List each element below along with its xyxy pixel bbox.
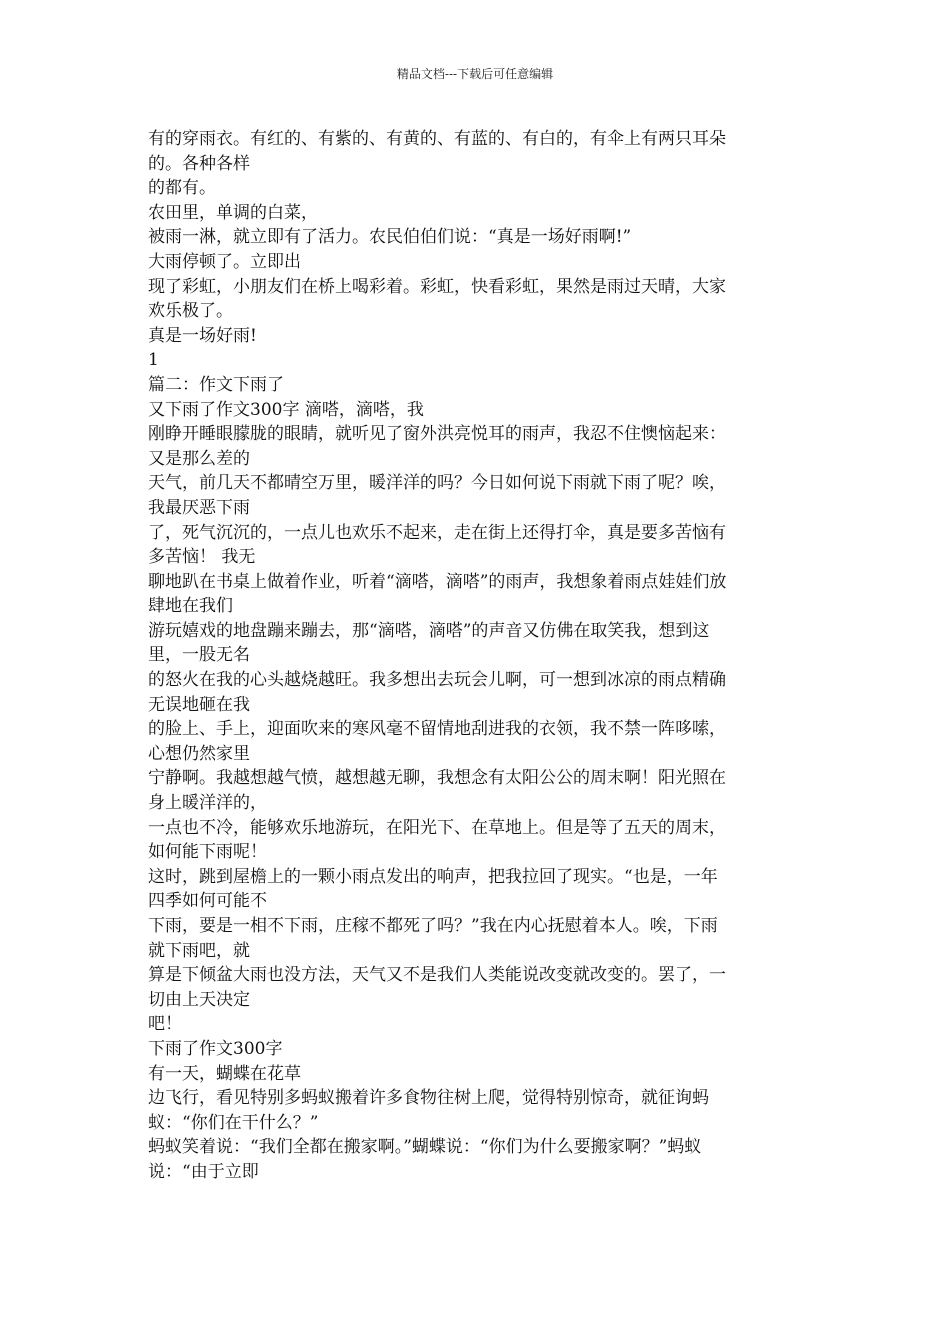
page-header: 精品文档---下载后可任意编辑 (396, 67, 554, 81)
text-line: 多苦恼！ 我无 (148, 547, 256, 568)
text-line: 心想仍然家里 (148, 743, 250, 764)
text-line: 切由上天决定 (148, 989, 250, 1010)
text-line: 这时，跳到屋檐上的一颗小雨点发出的响声，把我拉回了现实。“也是，一年 (148, 866, 718, 887)
text-line: 的都有。 (148, 178, 216, 199)
text-line: 天气，前几天不都晴空万里，暖洋洋的吗？今日如何说下雨就下雨了呢？唉， (148, 473, 726, 494)
text-line: 有一天，蝴蝶在花草 (148, 1063, 301, 1084)
text-line: 蚂蚁笑着说：“我们全都在搬家啊。”蝴蝶说：“你们为什么要搬家啊？”蚂蚁 (148, 1137, 702, 1158)
text-line: 又是那么差的 (148, 448, 250, 469)
text-line: 肆地在我们 (148, 596, 233, 617)
text-line: 就下雨吧，就 (148, 940, 250, 961)
text-line: 宁静啊。我越想越气愤，越想越无聊，我想念有太阳公公的周末啊！阳光照在 (148, 768, 726, 789)
text-line: 了，死气沉沉的，一点儿也欢乐不起来，走在街上还得打伞，真是要多苦恼有 (148, 522, 726, 543)
text-line: 篇二：作文下雨了 (148, 374, 284, 395)
text-line: 被雨一淋，就立即有了活力。农民伯伯们说：“真是一场好雨啊!” (148, 227, 632, 248)
text-line: 无误地砸在我 (148, 694, 250, 715)
text-line: 的怒火在我的心头越烧越旺。我多想出去玩会儿啊，可一想到冰凉的雨点精确 (148, 670, 726, 691)
text-line: 聊地趴在书桌上做着作业，听着“滴嗒，滴嗒”的雨声，我想象着雨点娃娃们放 (148, 571, 727, 592)
text-line: 欢乐极了。 (148, 301, 233, 322)
text-line: 下雨了作文300字 (148, 1038, 283, 1059)
text-line: 1 (148, 350, 159, 371)
text-line: 大雨停顿了。立即出 (148, 251, 301, 272)
text-line: 真是一场好雨! (148, 325, 257, 346)
text-line: 如何能下雨呢！ (148, 842, 267, 863)
document-body (148, 127, 803, 1185)
text-line: 的。各种各样 (148, 153, 250, 174)
text-line: 又下雨了作文300字 滴嗒，滴嗒，我 (148, 399, 424, 420)
text-line: 里，一股无名 (148, 645, 250, 666)
text-line: 的脸上、手上，迎面吹来的寒风毫不留情地刮进我的衣领，我不禁一阵哆嗦， (148, 719, 726, 740)
text-line: 刚睁开睡眼朦胧的眼睛，就听见了窗外洪亮悦耳的雨声，我忍不住懊恼起来： (148, 424, 726, 445)
text-line: 边飞行，看见特别多蚂蚁搬着许多食物往树上爬，觉得特别惊奇，就征询蚂 (148, 1088, 709, 1109)
text-line: 算是下倾盆大雨也没方法，天气又不是我们人类能说改变就改变的。罢了，一 (148, 965, 726, 986)
text-line: 吧！ (148, 1014, 182, 1035)
text-line: 蚁：“你们在干什么？” (148, 1112, 319, 1133)
text-line: 一点也不冷，能够欢乐地游玩，在阳光下、在草地上。但是等了五天的周末， (148, 817, 726, 838)
text-line: 说：“由于立即 (148, 1161, 259, 1182)
text-line: 现了彩虹，小朋友们在桥上喝彩着。彩虹，快看彩虹，果然是雨过天晴，大家 (148, 276, 726, 297)
text-line: 游玩嬉戏的地盘蹦来蹦去，那“滴嗒，滴嗒”的声音又仿佛在取笑我，想到这 (148, 620, 710, 641)
text-line: 身上暖洋洋的， (148, 793, 267, 814)
text-line: 四季如何可能不 (148, 891, 267, 912)
text-line: 下雨，要是一相不下雨，庄稼不都死了吗？”我在内心抚慰着本人。唉，下雨 (148, 916, 718, 936)
text-line: 我最厌恶下雨 (148, 497, 250, 518)
text-line: 农田里，单调的白菜， (148, 202, 318, 223)
text-line: 有的穿雨衣。有红的、有紫的、有黄的、有蓝的、有白的，有伞上有两只耳朵 (148, 129, 726, 149)
